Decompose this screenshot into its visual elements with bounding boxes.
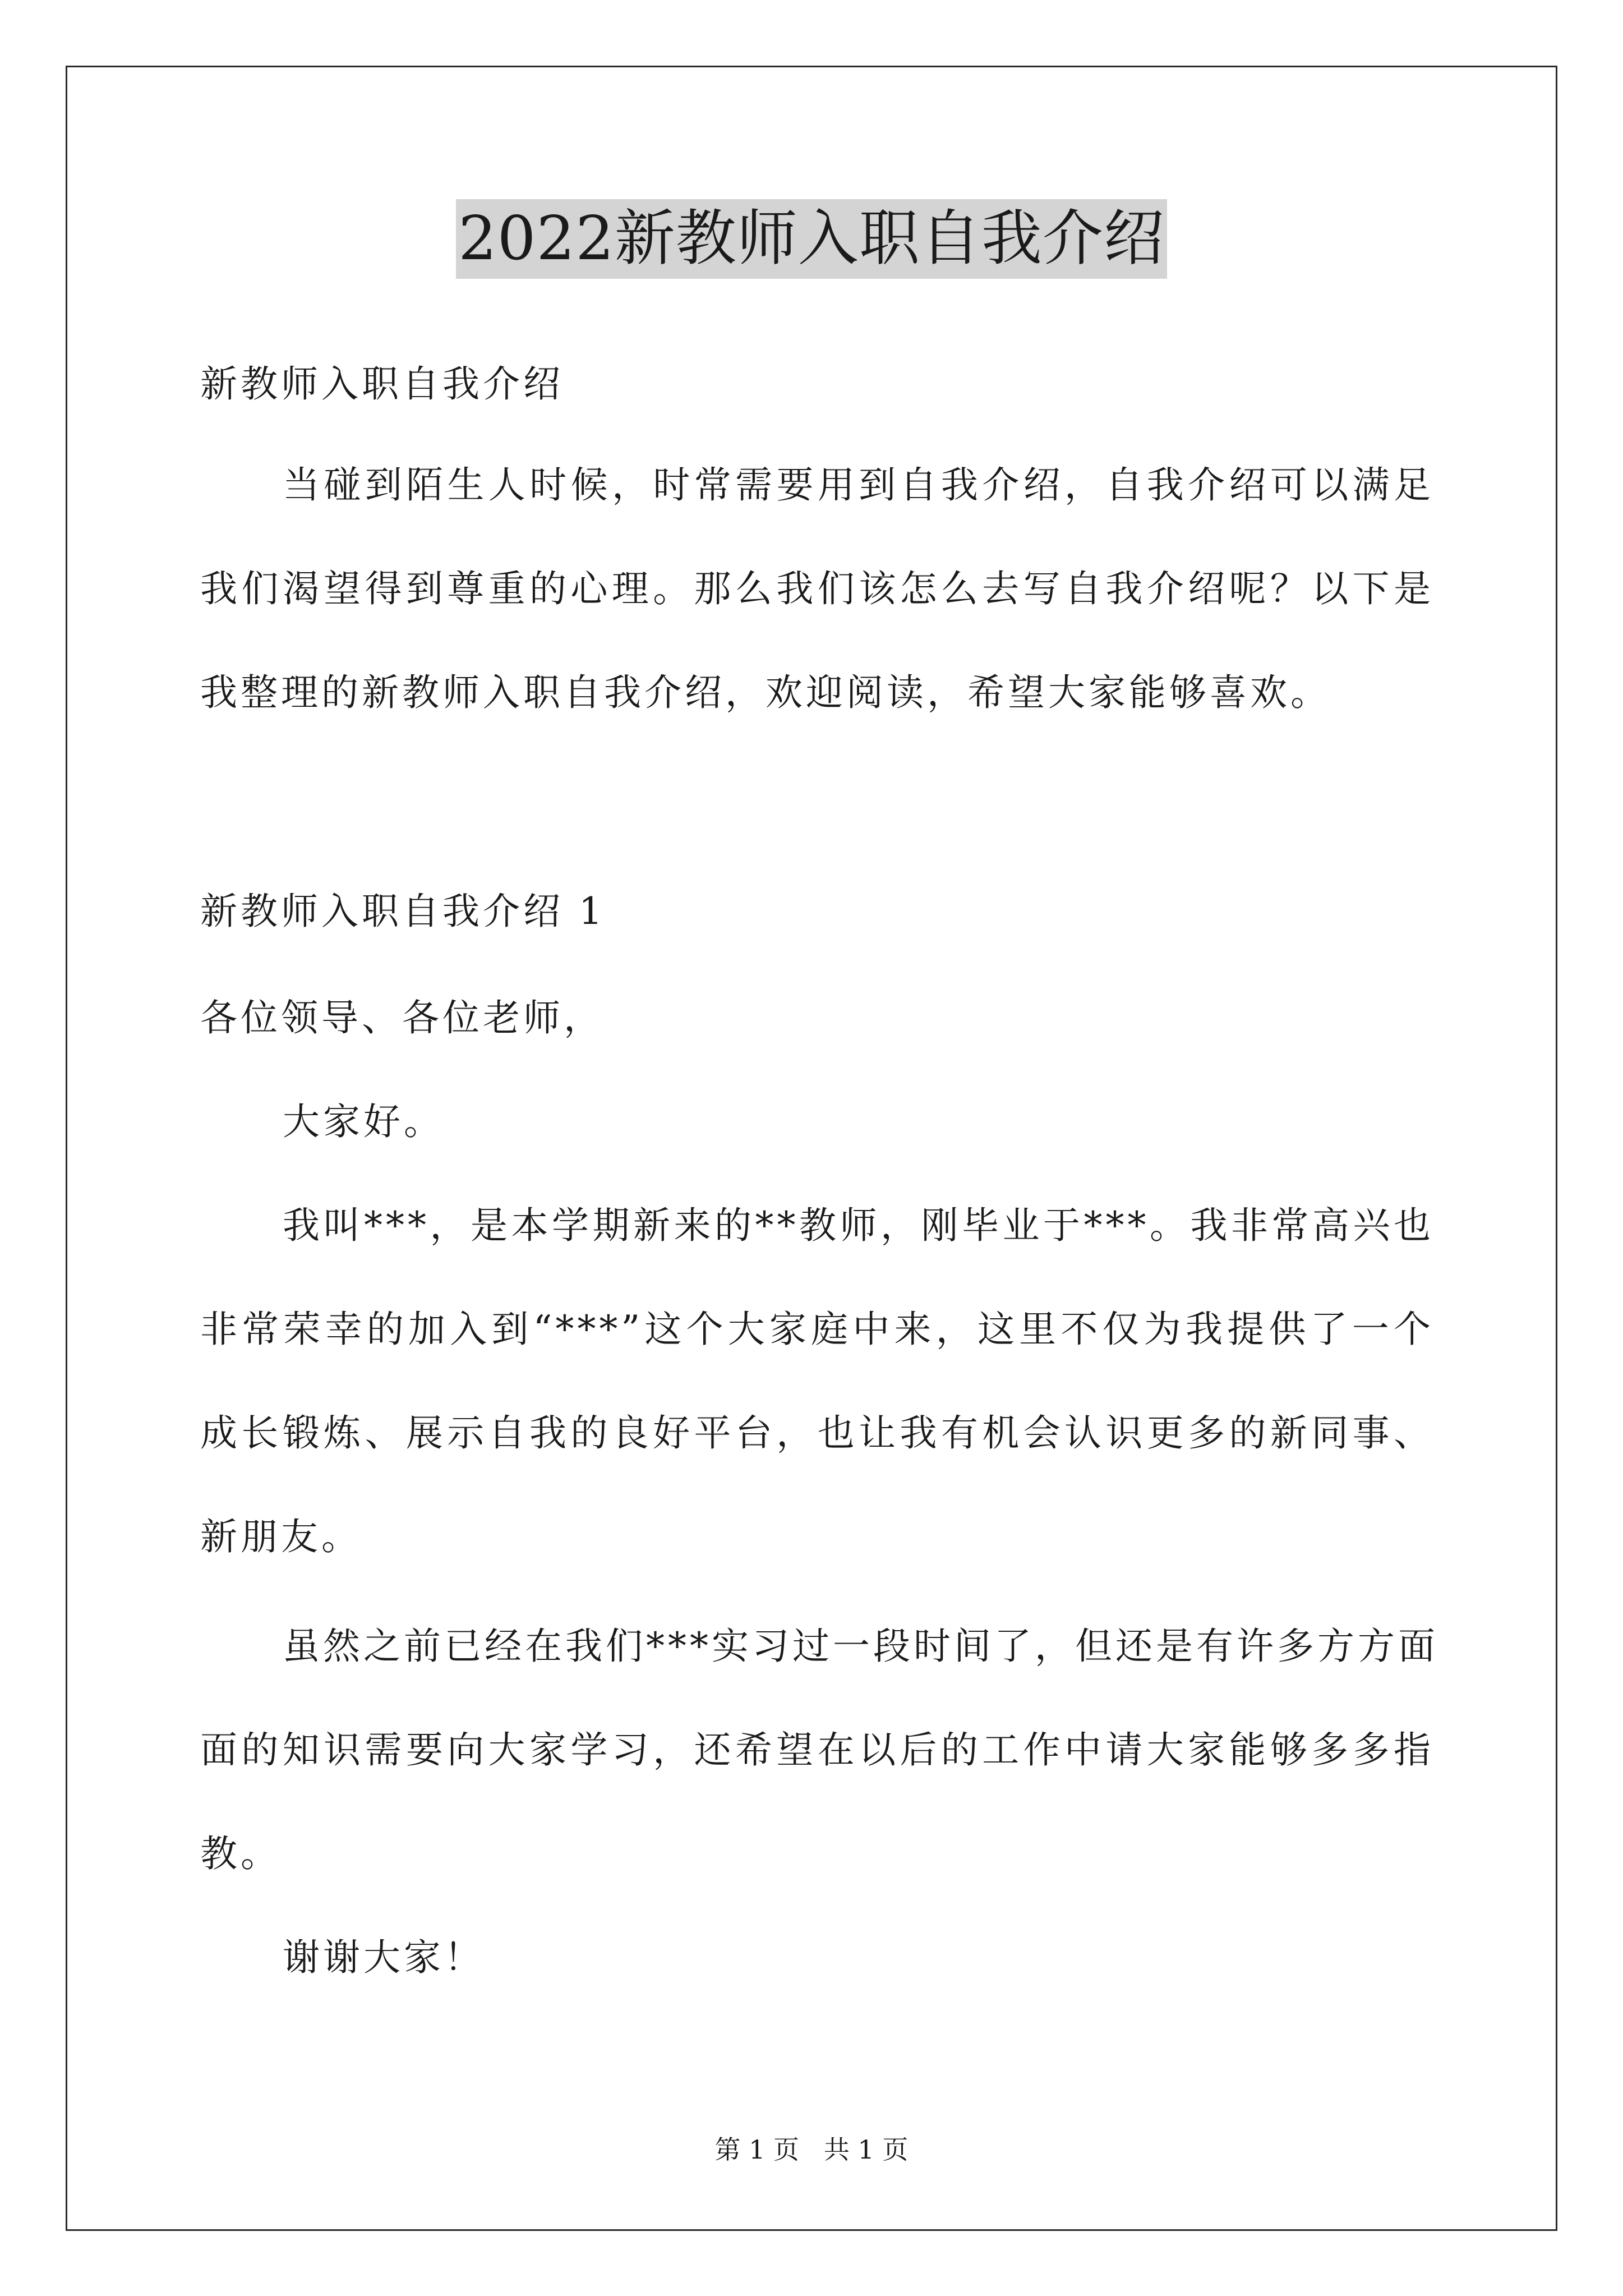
title-container: [0, 199, 1623, 279]
paragraph-line: 面的知识需要向大家学习，还希望在以后的工作中请大家能够多多指: [200, 1728, 1434, 1772]
salutation: 各位领导、各位老师，: [200, 996, 604, 1039]
intro-line: 我整理的新教师入职自我介绍，欢迎阅读，希望大家能够喜欢。: [200, 671, 1331, 714]
greeting: 大家好。: [283, 1100, 444, 1143]
paragraph-line: 教。: [200, 1832, 281, 1875]
paragraph-line: 新朋友。: [200, 1515, 362, 1558]
page-footer: 第 1 页 共 1 页: [714, 2134, 909, 2165]
section-heading: 新教师入职自我介绍 1: [200, 890, 606, 933]
document-title: 2022新教师入职自我介绍: [456, 199, 1167, 279]
paragraph-line: 非常荣幸的加入到“***”这个大家庭中来，这里不仅为我提供了一个: [200, 1308, 1434, 1351]
intro-heading: 新教师入职自我介绍: [200, 362, 564, 406]
paragraph-line: 虽然之前已经在我们***实习过一段时间了，但还是有许多方方面: [283, 1625, 1438, 1668]
closing-line: 谢谢大家！: [283, 1936, 485, 1979]
paragraph-line: 我叫***，是本学期新来的**教师，刚毕业于***。我非常高兴也: [283, 1204, 1434, 1247]
paragraph-line: 成长锻炼、展示自我的良好平台，也让我有机会认识更多的新同事、: [200, 1411, 1434, 1455]
intro-line: 我们渴望得到尊重的心理。那么我们该怎么去写自我介绍呢？以下是: [200, 567, 1434, 610]
intro-line: 当碰到陌生人时候，时常需要用到自我介绍，自我介绍可以满足: [283, 463, 1434, 507]
